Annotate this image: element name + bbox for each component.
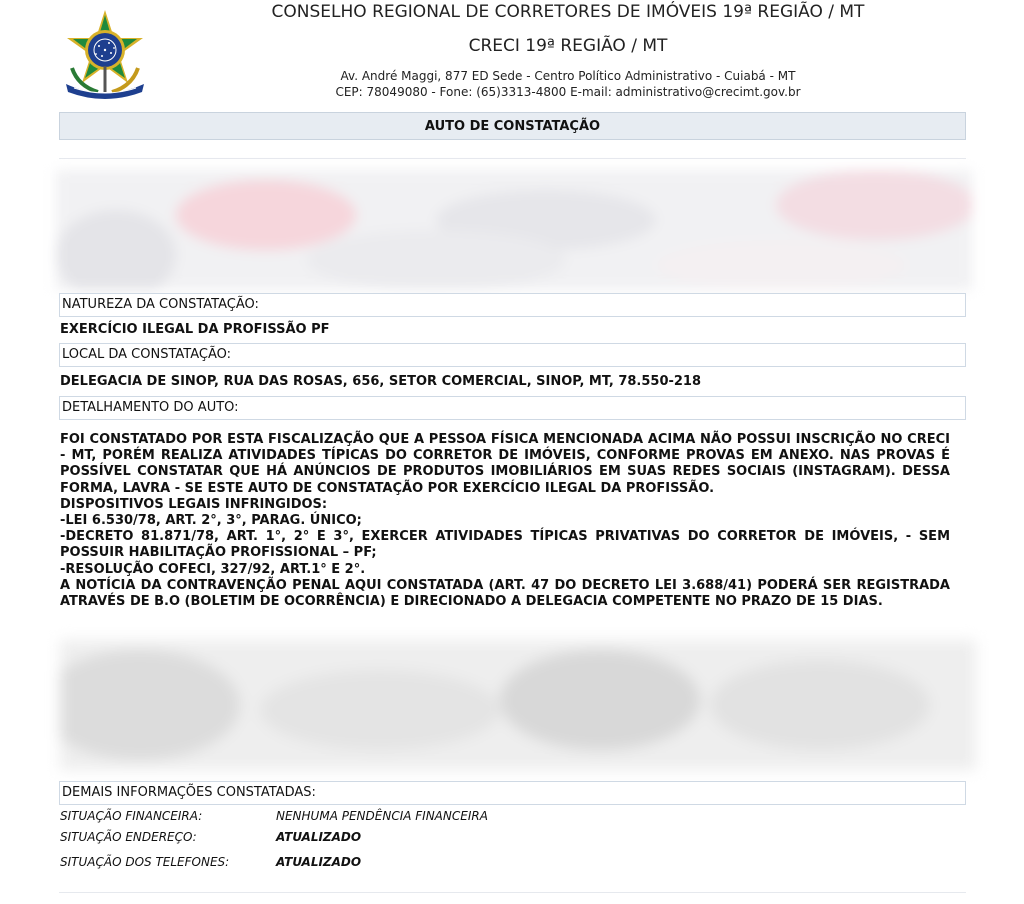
demais-label: DEMAIS INFORMAÇÕES CONSTATADAS: xyxy=(59,781,966,805)
detalhamento-label: DETALHAMENTO DO AUTO: xyxy=(59,396,966,420)
detail-lei: -LEI 6.530/78, ART. 2°, 3°, PARAG. ÚNICO; xyxy=(60,513,362,529)
detalhamento-text xyxy=(60,432,950,610)
local-label: LOCAL DA CONSTATAÇÃO: xyxy=(59,343,966,367)
address-line: Av. André Maggi, 877 ED Sede - Centro Político Administrativo - Cuiabá - MT xyxy=(340,69,796,83)
info-key: SITUAÇÃO FINANCEIRA: xyxy=(60,809,203,823)
divider xyxy=(59,158,966,159)
redacted-evidence xyxy=(60,640,976,770)
divider xyxy=(59,892,966,893)
info-row-telefones xyxy=(60,855,361,869)
brazil-coat-of-arms-icon xyxy=(58,6,152,100)
info-value: ATUALIZADO xyxy=(276,830,362,844)
detail-paragraph: FOI CONSTATADO POR ESTA FISCALIZAÇÃO QUE A PESSOA FÍSICA MENCIONADA ACIMA NÃO POSSUI INSCRIÇÃO NO CRECI - MT, PORÉM REALIZA ATIVIDADES TÍPICAS DO CORRETOR DE IMÓVEIS, CONFORME PROVAS EM ANEXO. NAS PROVAS É POSSÍVEL CONSTATAR QUE HÁ ANÚNCIOS DE PRODUTOS IMOBILIÁRIOS EM SUAS REDES SOCIAIS (INSTAGRAM). DESSA FORMA, LAVRA - SE ESTE AUTO DE CONSTATAÇÃO POR EXERCÍCIO ILEGAL DA PROFISSÃO. xyxy=(60,432,950,496)
detail-decreto: -DECRETO 81.871/78, ART. 1°, 2° E 3°, EXERCER ATIVIDADES TÍPICAS PRIVATIVAS DO CORRETOR DE IMÓVEIS, - SEM POSSUIR HABILITAÇÃO PROFISSIONAL – PF; xyxy=(60,529,950,561)
natureza-value: EXERCÍCIO ILEGAL DA PROFISSÃO PF xyxy=(60,322,330,337)
detail-dispositivos: DISPOSITIVOS LEGAIS INFRINGIDOS: xyxy=(60,496,328,512)
council-title: CONSELHO REGIONAL DE CORRETORES DE IMÓVEIS 19ª REGIÃO / MT xyxy=(271,2,865,22)
redacted-personal-data xyxy=(56,170,972,290)
info-key: SITUAÇÃO ENDEREÇO: xyxy=(60,830,197,844)
natureza-label: NATUREZA DA CONSTATAÇÃO: xyxy=(59,293,966,317)
document-title: AUTO DE CONSTATAÇÃO xyxy=(59,112,966,140)
info-row-financeira xyxy=(60,809,488,823)
info-key: SITUAÇÃO DOS TELEFONES: xyxy=(60,855,230,869)
local-value: DELEGACIA DE SINOP, RUA DAS ROSAS, 656, SETOR COMERCIAL, SINOP, MT, 78.550-218 xyxy=(60,374,702,389)
creci-subtitle: CRECI 19ª REGIÃO / MT xyxy=(468,36,668,56)
info-row-endereco xyxy=(60,830,361,844)
detail-final-paragraph: A NOTÍCIA DA CONTRAVENÇÃO PENAL AQUI CONSTATADA (ART. 47 DO DECRETO LEI 3.688/41) PODERÁ SER REGISTRADA ATRAVÉS DE B.O (BOLETIM DE OCORRÊNCIA) E DIRECIONADO A DELEGACIA COMPETENTE NO PRAZO DE 15 DIAS. xyxy=(60,577,950,610)
info-value: NENHUMA PENDÊNCIA FINANCEIRA xyxy=(276,809,488,823)
contact-line: CEP: 78049080 - Fone: (65)3313-4800 E-mail: administrativo@crecimt.gov.br xyxy=(335,85,801,99)
info-value: ATUALIZADO xyxy=(276,855,362,869)
detail-resolucao: -RESOLUÇÃO COFECI, 327/92, ART.1° E 2°. xyxy=(60,561,366,577)
